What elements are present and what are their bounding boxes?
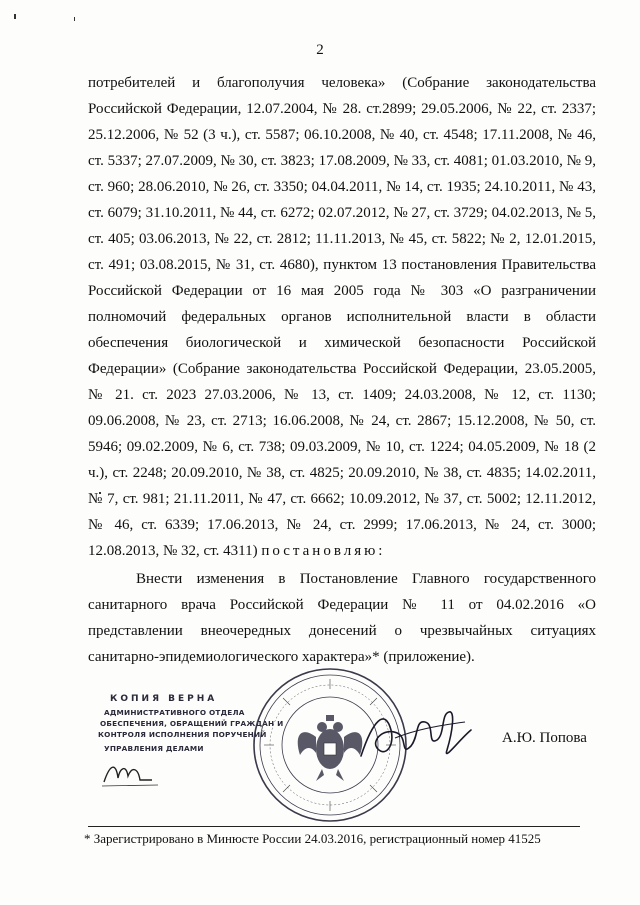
page-number: 2 bbox=[316, 42, 324, 58]
scan-speck bbox=[14, 14, 16, 19]
text-line: ст. 405; 03.06.2013, № 22, ст. 2812; 11.11.2013, № 45, ст. 5822; № 2, 12.01.2015, bbox=[88, 231, 596, 247]
text-line: обеспечения биологической и химической безопасности Российской bbox=[88, 335, 596, 351]
text-line: ст. 491; 03.08.2015, № 31, ст. 4680), пунктом 13 постановления Правительства bbox=[88, 257, 596, 273]
stamp-line: КОНТРОЛЯ ИСПОЛНЕНИЯ ПОРУЧЕНИЙ bbox=[98, 730, 267, 739]
decree-line: санитарно-эпидемиологического характера»* (приложение). bbox=[88, 649, 475, 665]
text-line: полномочий федеральных органов исполнительной власти в области bbox=[88, 309, 596, 325]
stamp-line: АДМИНИСТРАТИВНОГО ОТДЕЛА bbox=[104, 708, 245, 717]
stamp-title: КОПИЯ ВЕРНА bbox=[110, 694, 218, 704]
signatory-name: А.Ю. Попова bbox=[502, 730, 587, 746]
text-line: 09.06.2008, № 23, ст. 2713; 16.06.2008, № 24, ст. 2867; 15.12.2008, № 50, ст. bbox=[88, 413, 596, 429]
citation-end: 12.08.2013, № 32, ст. 4311) bbox=[88, 543, 258, 559]
scan-speck bbox=[74, 17, 75, 21]
text-line: Российской Федерации от 16 мая 2005 года № 303 «О разграничении bbox=[88, 283, 596, 299]
decree-line: представлении внеочередных донесений о чрезвычайных ситуациях bbox=[88, 623, 596, 639]
footnote: * Зарегистрировано в Минюсте России 24.03.2016, регистрационный номер 41525 bbox=[84, 831, 541, 846]
text-line: № 7, ст. 981; 21.11.2011, № 47, ст. 6662; 10.09.2012, № 37, ст. 5002; 12.11.2012, bbox=[88, 491, 596, 507]
stamp-line: УПРАВЛЕНИЯ ДЕЛАМИ bbox=[104, 744, 204, 753]
text-line: № 46, ст. 6339; 17.06.2013, № 24, ст. 2999; 17.06.2013, № 24, ст. 3000; bbox=[88, 517, 596, 533]
text-line-final bbox=[88, 538, 596, 564]
text-line: ст. 960; 28.06.2010, № 26, ст. 3350; 04.04.2011, № 14, ст. 1935; 24.10.2011, № 43, bbox=[88, 179, 596, 195]
decree-paragraph bbox=[88, 566, 596, 670]
handwritten-signature-icon bbox=[355, 700, 475, 770]
decree-keyword: постановляю: bbox=[261, 543, 386, 559]
text-line: ст. 5337; 27.07.2009, № 30, ст. 3823; 17.08.2009, № 33, ст. 4081; 01.03.2010, № 9, bbox=[88, 153, 596, 169]
text-line: ст. 6079; 31.10.2011, № 44, ст. 6272; 02.07.2012, № 27, ст. 3729; 04.02.2013, № 5, bbox=[88, 205, 596, 221]
text-line: 5946; 09.02.2009, № 6, ст. 738; 09.03.2009, № 10, ст. 1224; 04.05.2009, № 18 (2 bbox=[88, 439, 596, 455]
footnote-divider bbox=[88, 826, 580, 827]
text-line: Российской Федерации, 12.07.2004, № 28. ст.2899; 29.05.2006, № 22, ст. 2337; bbox=[88, 101, 596, 117]
text-line: ч.), ст. 2248; 20.09.2010, № 38, ст. 4825; 20.09.2010, № 38, ст. 4835; 14.02.2011, bbox=[88, 465, 596, 481]
stamp-line: ОБЕСПЕЧЕНИЯ, ОБРАЩЕНИЙ ГРАЖДАН И bbox=[100, 719, 284, 728]
body-text bbox=[88, 70, 596, 564]
text-line: 25.12.2006, № 52 (3 ч.), ст. 5587; 06.10.2008, № 40, ст. 4548; 17.11.2008, № 46, bbox=[88, 127, 596, 143]
text-line: № 21. ст. 2023 27.03.2006, № 13, ст. 1409; 24.03.2008, № 12, ст. 1130; bbox=[88, 387, 596, 403]
decree-line: Внести изменения в Постановление Главного государственного bbox=[136, 571, 596, 587]
text-line: Федерации» (Собрание законодательства Российской Федерации, 23.05.2005, bbox=[88, 361, 596, 377]
decree-line: санитарного врача Российской Федерации № 11 от 04.02.2016 «О bbox=[88, 597, 596, 613]
text-line: потребителей и благополучия человека» (Собрание законодательства bbox=[88, 75, 596, 91]
initials-signature-icon bbox=[100, 758, 160, 788]
